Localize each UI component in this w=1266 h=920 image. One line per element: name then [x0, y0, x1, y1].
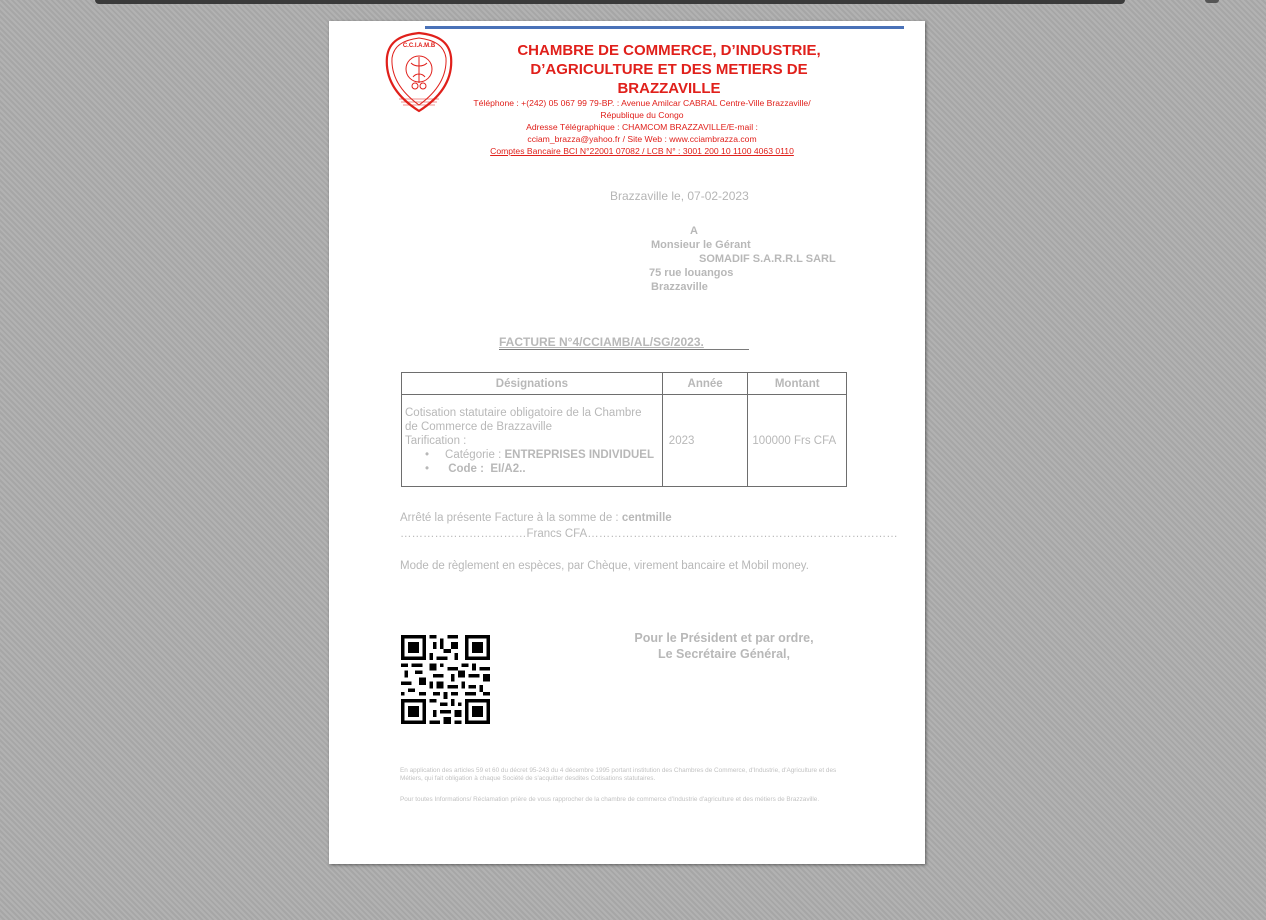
contact-phone-line: Téléphone : +(242) 05 067 99 79-BP. : Avenue Amilcar CABRAL Centre-Ville Brazzaville/	[473, 98, 811, 108]
dots-left: ……………………………	[400, 528, 527, 540]
svg-text:C.C.I.A.M.B: C.C.I.A.M.B	[402, 43, 436, 49]
viewer-scroll-handle[interactable]	[1205, 0, 1219, 3]
chamber-title	[489, 41, 849, 98]
col-header-montant: Montant	[748, 373, 847, 395]
contact-telegraph-line: Adresse Télégraphique : CHAMCOM BRAZZAVILLE/E-mail :	[526, 122, 758, 132]
invoice-number-title: FACTURE N°4/CCIAMB/AL/SG/2023.	[499, 335, 704, 349]
table-header-row	[402, 373, 847, 395]
payment-mode: Mode de règlement en espèces, par Chèque, virement bancaire et Mobil money.	[400, 560, 809, 572]
legal-footnote: En application des articles 59 et 60 du décret 95-243 du 4 décembre 1995 portant institution des Chambres de Commerce, d'Industrie, d'Agriculture et des Métiers, qui fait obligation à chaque Société de s'acquitter desdites Cotisations statutaires.	[400, 767, 837, 782]
designation-line: Tarification :	[405, 434, 467, 447]
contact-country-line: République du Congo	[600, 110, 684, 120]
bank-accounts-line: Comptes Bancaire BCI N°22001 07082 / LCB N° : 3001 200 10 1100 4063 0110	[490, 146, 794, 156]
invoice-table	[401, 372, 847, 487]
code-label: Code :	[448, 462, 484, 475]
category-label: Catégorie :	[445, 448, 502, 461]
code-value: EI/A2..	[490, 462, 526, 475]
designation-line: Cotisation statutaire obligatoire de la Chambre	[405, 406, 642, 419]
recipient-company: SOMADIF S.A.R.R.L SARL	[699, 253, 836, 265]
chamber-title-line: D’AGRICULTURE ET DES METIERS DE	[530, 61, 808, 78]
recipient-a: A	[690, 225, 698, 237]
currency-label: Francs CFA	[526, 528, 588, 540]
qr-code-icon	[401, 635, 490, 724]
cciamb-seal-logo-icon	[385, 31, 453, 113]
document-page	[329, 21, 925, 864]
signature-block	[614, 630, 834, 662]
dots-right: ………………………………………………………………………	[587, 528, 898, 540]
amount-words: centmille	[621, 512, 672, 524]
currency-line	[400, 528, 898, 540]
contact-email-line: cciam_brazza@yahoo.fr / Site Web : www.cciambrazza.com	[527, 134, 757, 144]
signature-line: Le Secrétaire Général,	[657, 647, 791, 661]
category-value: ENTREPRISES INDIVIDUEL	[504, 448, 655, 461]
contact-footnote: Pour toutes Informations/ Réclamation prière de vous rapprocher de la chambre de commerce d'Industrie d'agriculture et des métiers de Brazzaville.	[400, 796, 820, 803]
header-rule	[425, 26, 904, 29]
viewer-toolbar-edge	[95, 0, 1125, 4]
cell-designation	[402, 395, 663, 487]
table-row	[402, 395, 847, 487]
signature-line: Pour le Président et par ordre,	[634, 631, 814, 645]
invoice-title-underline	[499, 349, 749, 350]
recipient-title: Monsieur le Gérant	[651, 239, 751, 251]
cell-amount: 100000 Frs CFA	[748, 395, 847, 487]
recipient-city: Brazzaville	[651, 281, 708, 293]
chamber-title-line: CHAMBRE DE COMMERCE, D’INDUSTRIE,	[517, 42, 821, 59]
designation-line: de Commerce de Brazzaville	[405, 420, 553, 433]
category-line: • Catégorie : ENTREPRISES INDIVIDUEL	[425, 448, 655, 461]
col-header-annee: Année	[662, 373, 748, 395]
amount-prefix: Arrêté la présente Facture à la somme de :	[400, 512, 619, 524]
code-line: • Code : EI/A2..	[425, 462, 526, 475]
amount-in-words-line	[400, 512, 672, 524]
col-header-designations: Désignations	[402, 373, 663, 395]
chamber-title-line: BRAZZAVILLE	[617, 80, 721, 97]
document-date: Brazzaville le, 07-02-2023	[610, 189, 749, 203]
cell-year: 2023	[662, 395, 748, 487]
recipient-street: 75 rue louangos	[649, 267, 734, 279]
